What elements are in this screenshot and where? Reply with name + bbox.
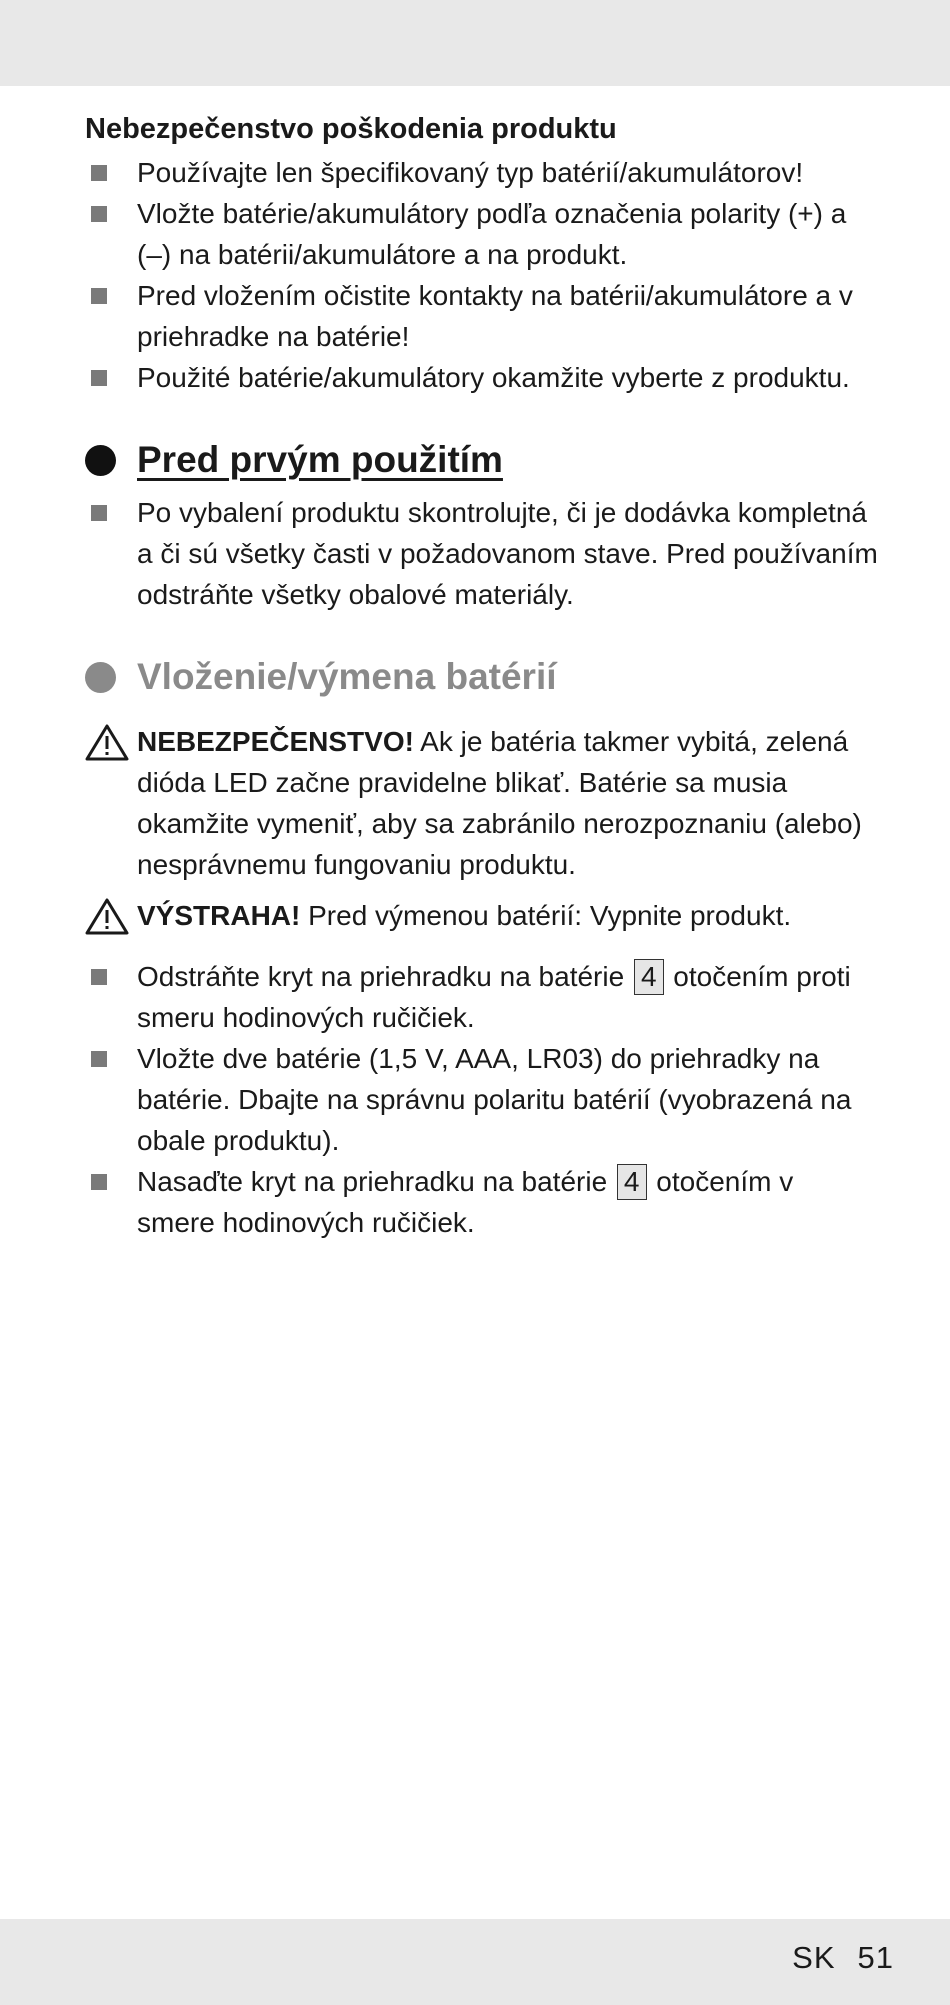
battery-heading: Vloženie/výmena batérií	[85, 653, 905, 701]
warning-triangle-icon	[85, 723, 129, 761]
warning-label: VÝSTRAHA!	[137, 900, 301, 931]
list-item: Nasaďte kryt na priehradku na batérie 4 otočením v smere hodinových ručičiek.	[85, 1161, 905, 1243]
list-item: Pred vložením očistite kontakty na batérii/akumulátore a v priehradke na batérie!	[85, 275, 905, 357]
section-dot-icon	[85, 662, 116, 693]
square-bullet-icon	[91, 505, 107, 521]
damage-heading: Nebezpečenstvo poškodenia produktu	[85, 113, 617, 145]
before-use-list	[85, 492, 905, 615]
danger-notice: NEBEZPEČENSTVO! Ak je batéria takmer vybitá, zelená dióda LED začne pravidelne blikať. Batérie sa musia okamžite vymeniť, aby sa zabránilo nerozpoznaniu (alebo) nesprávnemu fungovaniu produktu.	[85, 721, 905, 885]
danger-label: NEBEZPEČENSTVO!	[137, 726, 414, 757]
part-number-box: 4	[617, 1164, 647, 1200]
square-bullet-icon	[91, 206, 107, 222]
section-dot-icon	[85, 445, 116, 476]
list-item: Používajte len špecifikovaný typ batérií/akumulátorov!	[85, 152, 905, 193]
page-number: 51	[857, 1940, 894, 1975]
square-bullet-icon	[91, 288, 107, 304]
square-bullet-icon	[91, 969, 107, 985]
header-band	[0, 0, 950, 86]
battery-steps-list	[85, 956, 905, 1243]
square-bullet-icon	[91, 1174, 107, 1190]
language-code: SK	[792, 1940, 836, 1975]
page-footer	[770, 1940, 894, 1976]
list-item: Použité batérie/akumulátory okamžite vyberte z produktu.	[85, 357, 905, 398]
warning-triangle-icon	[85, 897, 129, 935]
square-bullet-icon	[91, 1051, 107, 1067]
list-item: Po vybalení produktu skontrolujte, či je dodávka kompletná a či sú všetky časti v požadovanom stave. Pred používaním odstráňte všetky obalové materiály.	[85, 492, 905, 615]
list-item: Vložte batérie/akumulátory podľa označenia polarity (+) a (–) na batérii/akumulátore a na produkt.	[85, 193, 905, 275]
page-content	[85, 108, 905, 1243]
before-use-heading: Pred prvým použitím	[85, 436, 905, 484]
part-number-box: 4	[634, 959, 664, 995]
damage-list	[85, 152, 905, 398]
warning-notice: VÝSTRAHA! Pred výmenou batérií: Vypnite produkt.	[85, 895, 905, 936]
square-bullet-icon	[91, 370, 107, 386]
square-bullet-icon	[91, 165, 107, 181]
list-item: Odstráňte kryt na priehradku na batérie 4 otočením proti smeru hodinových ručičiek.	[85, 956, 905, 1038]
list-item: Vložte dve batérie (1,5 V, AAA, LR03) do priehradky na batérie. Dbajte na správnu polaritu batérií (vyobrazená na obale produktu).	[85, 1038, 905, 1161]
